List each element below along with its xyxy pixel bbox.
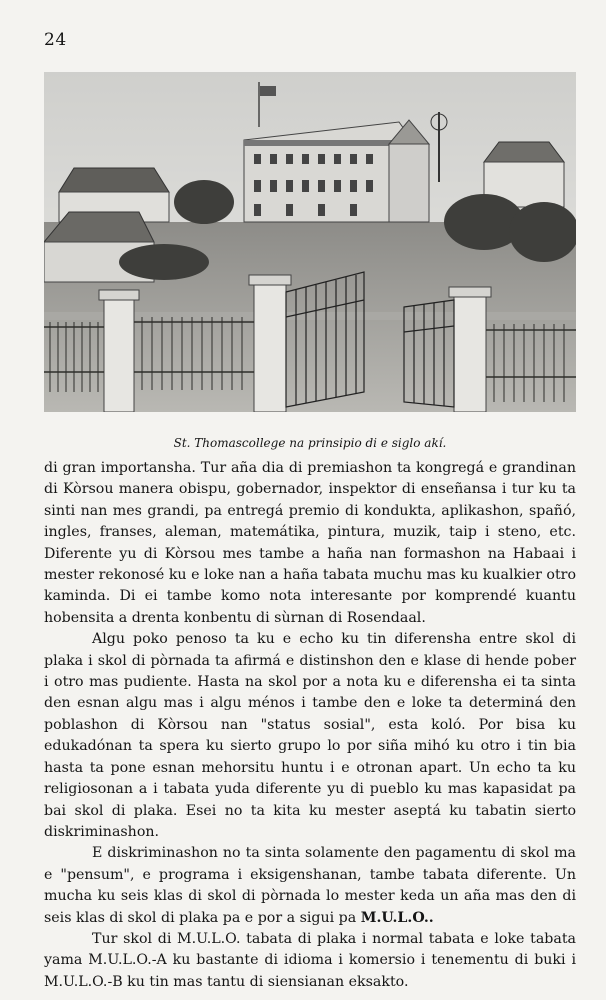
paragraph-4: Tur skol di M.U.L.O. tabata di plaka i normal tabata e loke tabata yama M.U.L.O.-A ku bastante di idioma i komersio i tenementu di buki i M.U.L.O.-B ku tin mas tantu di siensianan eksakto. [44, 930, 576, 990]
paragraph-1: di gran importansha. Tur aña dia di premiashon ta kongregá e grandinan di Kòrsou manera obispu, gobernador, inspektor di enseñansa i tur ku ta sinti nan mes grandi, pa entregá premio di kondukta, aplikashon, spañó, ingles, franses, aleman, matemátika, pintura, muzik, taip i steno, etc. Diferente yu di Kòrsou mes tambe a haña nan formashon na Habaai i mester rekonosé ku e loke nan a haña tabata muchu mas ku kualkier otro kaminda. Di ei tambe komo nota interesante por komprendé kuantu hobensita a drenta konbentu di sùrnan di Rosendaal. [44, 460, 576, 626]
college-building-photo [44, 72, 576, 412]
page-number: 24 [44, 30, 67, 50]
paragraph-3 [44, 843, 576, 929]
paragraph-2: Algu poko penoso ta ku e echo ku tin diferensha entre skol di plaka i skol di pòrnada ta afirmá e distinshon den e klase di hende pober i otro mas pudiente. Hasta na skol por a nota ku e diferensha ei ta sinta den esnan algu mas i algu ménos i tambe den e loke ta determiná den poblashon di Kòrsou nan "status sosial", esta koló. Por bisa ku edukadónan ta spera ku sierto grupo lo por siña mihó ku otro i tin bia hasta ta pone esnan mehorsitu huntu i e otronan apart. Un echo ta ku religiosonan a i tabata yuda diferente yu di pueblo ku mas kapasidat pa bai skol di plaka. Esei no ta kita ku mester aseptá ku tabatin sierto diskriminashon. [44, 631, 576, 840]
bold-period: . [428, 909, 434, 926]
paragraph-3-text: E diskriminashon no ta sinta solamente den pagamentu di skol ma e "pensum", e programa i eksigenshanan, tambe tabata diferente. Un mucha ku seis klas di skol di pòrnada lo mester keda un aña mas den di seis klas di skol di plaka pa e por a sigui pa [44, 845, 576, 926]
historical-photo [44, 72, 576, 412]
figure-caption: St. Thomascollege na prinsipio di e siglo akí. [173, 436, 447, 450]
body-text [44, 458, 576, 993]
mulo-bold-term: M.U.L.O. [360, 909, 429, 926]
